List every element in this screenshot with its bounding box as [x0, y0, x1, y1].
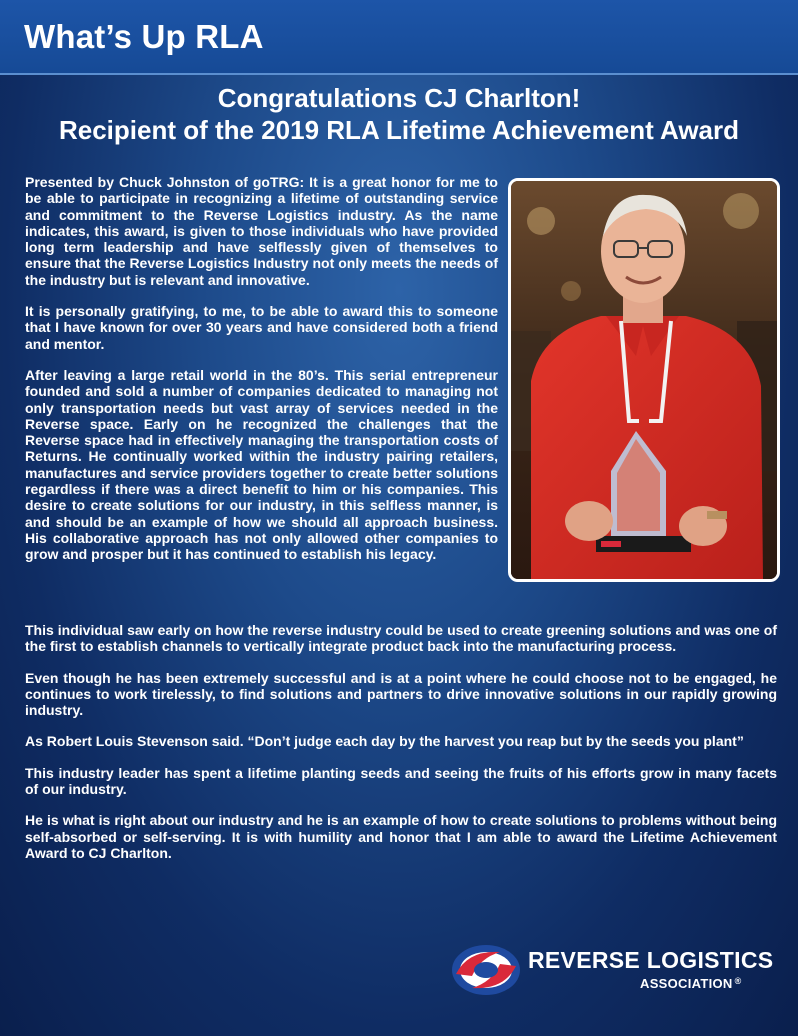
article-paragraph: This individual saw early on how the reverse industry could be used to create greening solutions and was one of the first to establish channels to vertically integrate product back into the manufacturing process. — [25, 622, 777, 655]
article-paragraph: This industry leader has spent a lifetime planting seeds and seeing the fruits of his efforts grow in many facets of our industry. — [25, 764, 777, 798]
headline-award: Recipient of the 2019 RLA Lifetime Achievement Award — [58, 115, 740, 145]
header-bar — [0, 0, 798, 75]
rla-logo-icon — [450, 940, 522, 998]
article-paragraph: Presented by Chuck Johnston of goTRG: It is a great honor for me to be able to participate in recognizing a lifetime of outstanding service and commitment to the Reverse Logistics industry. As the name indicates, this award, is given to those individuals who have provided long term leadership and have selflessly given of themselves to ensure that the Reverse Logistics Industry not only meets the needs of the industry but is relevant and innovative. — [25, 174, 498, 288]
article-paragraph: After leaving a large retail world in the 80’s. This serial entrepreneur founded and sold a number of companies dedicated to managing not only transportation needs but vast array of services needed in the Reverse space. Early on he recognized the challenges that the Reverse space had in effectively managing the transportation costs of Returns. He continually worked within the industry pairing retailers, manufactures and service providers together to create better solutions regardless if there was a direct benefit to him or his companies. This desire to create solutions for our industry, in this selfless manner, is and should be an example of how we should all approach business. His collaborative approach has not only allowed other companies to grow and prosper but it has continued to establish his legacy. — [25, 366, 498, 563]
article-paragraph: He is what is right about our industry and he is an example of how to create solutions to problems without being self-absorbed or self-serving. It is with humility and honor that I am able to award the Lifetime Achievement Award to CJ Charlton. — [25, 812, 777, 861]
photo-illustration — [511, 181, 777, 579]
logo-subtitle-text: ASSOCIATION — [640, 976, 733, 991]
article-full-width — [25, 622, 777, 876]
headline — [0, 82, 798, 146]
logo-name: REVERSE LOGISTICS — [528, 947, 774, 973]
registered-mark: ® — [734, 976, 742, 986]
headline-congratulations: Congratulations CJ Charlton! — [217, 83, 581, 113]
section-title: What’s Up RLA — [24, 18, 264, 55]
article-paragraph: It is personally gratifying, to me, to be able to award this to someone that I have known for over 30 years and have considered both a friend and mentor. — [25, 303, 498, 352]
article-column — [25, 174, 498, 578]
article-paragraph: As Robert Louis Stevenson said. “Don’t judge each day by the harvest you reap but by the seeds you plant” — [25, 733, 744, 750]
rla-logo — [450, 940, 774, 1000]
award-recipient-photo — [508, 178, 780, 582]
logo-subtitle — [640, 976, 742, 991]
article-paragraph: Even though he has been extremely successful and is at a point where he could choose not to be engaged, he continues to work tirelessly, to find solutions and partners to drive innovative solutions in our rapidly growing industry. — [25, 669, 777, 719]
